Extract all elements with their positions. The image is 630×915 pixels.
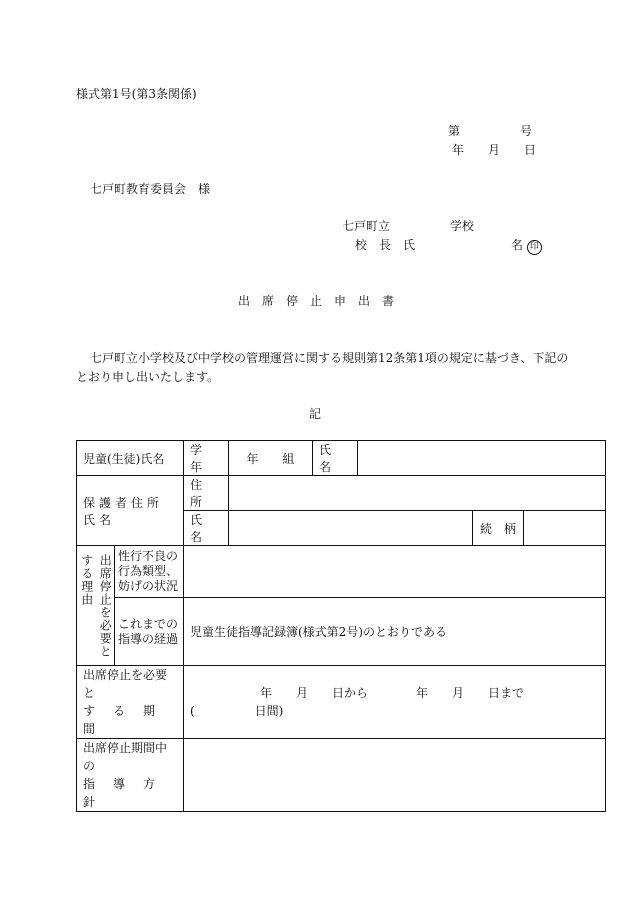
guardian-label: 保護者住所氏名 <box>77 476 184 546</box>
relation-label: 続 柄 <box>473 511 524 546</box>
behavior-label-line: 妨げの状況 <box>118 579 179 593</box>
addressee: 七戸町教育委員会 様 <box>90 182 211 196</box>
date-line: 年 月 日 <box>452 143 537 157</box>
table-row <box>77 441 606 476</box>
reason-group-label-a: 出席停止を必要と <box>98 553 113 658</box>
table-row <box>77 476 606 511</box>
document-number: 第 号 <box>448 124 533 138</box>
period-field[interactable] <box>184 666 606 739</box>
grade-label: 学 年 <box>184 441 229 476</box>
document-title: 出 席 停 止 申 出 書 <box>238 294 395 308</box>
principal-name-line <box>355 236 542 255</box>
period-label <box>77 666 184 739</box>
address-field[interactable] <box>229 476 606 511</box>
policy-label-line: 出席停止期間中の <box>83 741 168 773</box>
table-row <box>77 598 606 666</box>
period-dates: 年 月 日から 年 月 日まで <box>260 686 525 700</box>
behavior-label <box>115 546 184 598</box>
guardian-name-label: 氏 名 <box>184 511 229 546</box>
address-label: 住 所 <box>184 476 229 511</box>
reason-group-label-b: する理由 <box>79 553 94 606</box>
guardian-name-field[interactable] <box>229 511 473 546</box>
school-name: 七戸町立 学校 <box>342 219 475 233</box>
form-number: 様式第1号(第3条関係) <box>76 87 197 101</box>
name-label: 氏 名 <box>313 441 358 476</box>
relation-field[interactable] <box>524 511 606 546</box>
policy-label <box>77 739 184 812</box>
behavior-label-line: 行為類型、 <box>118 564 179 578</box>
guidance-label <box>115 598 184 666</box>
table-row <box>77 739 606 812</box>
policy-field[interactable] <box>184 739 606 812</box>
grade-value[interactable]: 年 組 <box>229 441 313 476</box>
period-days: ( 日間) <box>190 704 284 718</box>
principal-label: 校 長 氏 名 <box>355 238 524 252</box>
behavior-field[interactable] <box>184 546 606 598</box>
guidance-label-line: これまでの <box>118 616 179 631</box>
table-row <box>77 546 606 598</box>
body-text-line-2: とおり申し出いたします。 <box>76 370 220 384</box>
period-label-line: する期間 <box>83 704 174 736</box>
behavior-label-line: 性行不良の <box>118 549 179 563</box>
student-name-label: 児童(生徒)氏名 <box>77 441 184 476</box>
reason-group-label <box>77 546 115 666</box>
guidance-value: 児童生徒指導記録簿(様式第2号)のとおりである <box>184 598 606 666</box>
policy-label-line: 指導方針 <box>83 777 174 809</box>
seal-icon: 印 <box>527 240 542 255</box>
table-row <box>77 666 606 739</box>
body-text-line-1: 七戸町立小学校及び中学校の管理運営に関する規則第12条第1項の規定に基づき、下記の <box>90 351 569 365</box>
student-name-field[interactable] <box>358 441 606 476</box>
application-table <box>76 440 606 812</box>
period-label-line: 出席停止を必要と <box>83 668 168 700</box>
ki-heading: 記 <box>309 407 322 421</box>
guidance-label-line: 指導の経過 <box>118 631 179 646</box>
